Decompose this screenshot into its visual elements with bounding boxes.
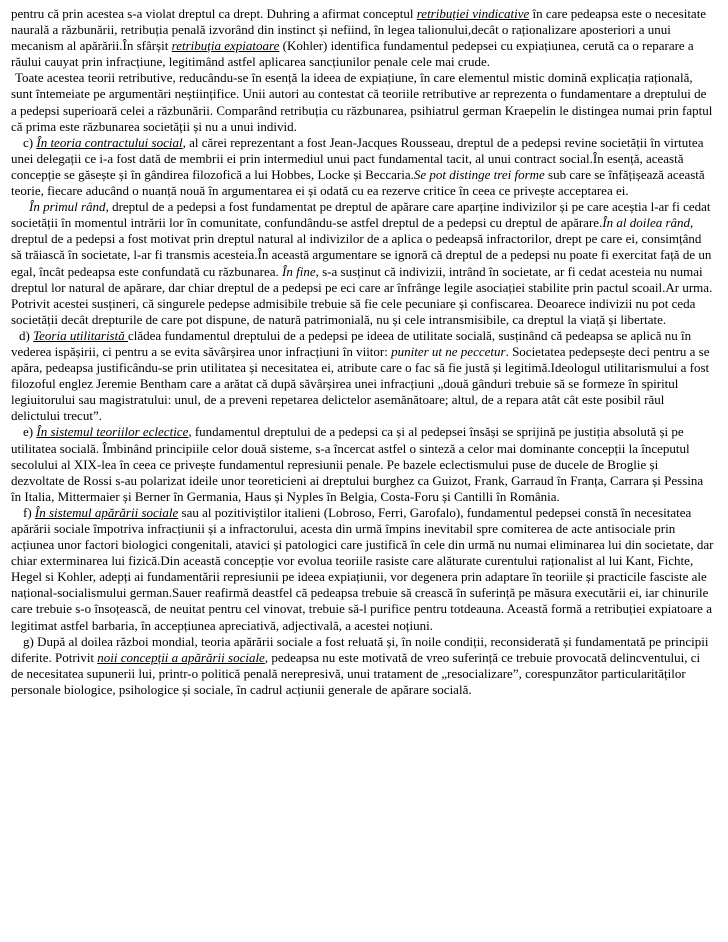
emphasized-term: În sistemul apărării sociale [34, 504, 179, 520]
emphasized-term: Se pot distinge trei forme [413, 166, 545, 182]
emphasized-term: În primul rând [29, 199, 106, 215]
emphasized-term: În sistemul teoriilor eclectice [36, 424, 189, 440]
text-run: (Kohler) identifica fundamentul pedepsei cu expiațiunea, cerută ca o reparare a răului cauyat prin infracțiune, legitimând astfel aplicarea sancțiunilor penale cele mai crude. [11, 38, 694, 70]
emphasized-term: retribuția expiatoare [171, 38, 280, 54]
paragraph-eclectic-theories [11, 424, 714, 504]
text-run: , pedeapsa nu este motivată de vreo suferință ce trebuie provocată delincventului, ci de necesitatea supunerii lui, printr-o politică penală nerepresivă, unui tratament de „resocializare”, corespunzător particularităților personale biologice, psihologice și sociale, în cadrul acțiunii generale de apărare socială. [11, 649, 701, 697]
text-run: clădea fundamentul dreptului de a pedepsi pe ideea de utilitate socială, susținând că pedeapsa se aplică nu în vederea ispășirii, ci pentru a se evita săvârșirea unor infracțiuni în viitor: [11, 327, 692, 359]
text-run: , dreptul de a pedepsi a fost fundamentat pe dreptul de apărare care aparține indivizilor și pe care aceștia l-ar fi cedat societății în momentul intrării lor în comunitate, confundându-se astfel dreptul de a pedepsi cu dreptul de apărare. [11, 199, 711, 231]
paragraph-new-social-defense [11, 634, 714, 698]
text-run: d) [19, 327, 34, 343]
paragraph-retribution-theories [11, 6, 714, 70]
text-run: Toate acestea teorii retributive, reducându-se în esență la ideea de expiațiune, în care elementul mistic domină explicația rațională, sunt întemeiate pe argumentări neștiințifice. Unii autori au contestat că teoriile retributive ar reprezenta o fundamentare a dreptului de a pedepsi superioară celei a răzbunării. Comparând retribuția cu răzbunarea, psihiatrul german Kraepelin le distingea numai prin faptul că prima este răzbunarea societății și nu a unui individ. [11, 70, 713, 134]
paragraph-retribution-critique [11, 70, 714, 134]
emphasized-term: În fine [282, 263, 316, 279]
text-run: c) [23, 134, 37, 150]
text-run: , al cărei reprezentant a fost Jean-Jacques Rousseau, dreptul de a pedepsi revine societății în virtutea unei delegații ce i-a fost dată de membrii ei prin intermediul unui pact fundamental tacit, al unui contract social.În esență, această concepție se găsește și în gândirea filozofică a lui Hobbes, Locke și Beccaria. [11, 134, 704, 182]
emphasized-term: În teoria contractului social [36, 134, 183, 150]
paragraph-social-contract-forms [11, 199, 714, 328]
paragraph-social-defense-system [11, 505, 714, 634]
emphasized-term: În al doilea rând, [602, 215, 694, 231]
text-run: sau al pozitiviștilor italieni (Lobroso, Ferri, Garofalo), fundamentul pedepsei constă în necesitatea apărării sociale împotriva infracțiunii și a infractorului, acesta din urmă împins inevitabil spre comiterea de acte antisociale prin acțiunea unor factori biologici congenitali, atavici și patologici care justifică în cele din urmă nu numai eliminarea lui din societate, dar chiar exterminarea lui fizică.Din această concepție vor evolua teoriile rasiste care alăturate curentului raționalist al lui Kant, Fichte, Hegel si Kohler, adepți ai fundamentării represiunii pe ideea expiațiunii, vor degenera prin adaptare în teoriile și practicile fasciste ale național-socialismului german.Sauer reafirmă deastfel că pedeapsa trebuie să crească în suferință pe măsura executării ei, iar chinurile care trebuie s-o însoțească, de neuitat pentru cel vinovat, trebuie să-l purifice pentru totdeauna. Această formă a retribuției expiatoare a legitimat astfel barbaria, în accepțiunea apreciativă, adjectivală, a acestei noțiuni. [11, 504, 714, 633]
text-run: f) [23, 504, 35, 520]
text-run: . Societatea pedepsește deci pentru a se apăra, pedeapsa justificându-se prin utilitatea și necesitatea ei, atribute care o fac să fie justă și legitimă.Ideologul utilitarismului a fost filozoful englez Jeremie Bentham care a arătat că după săvârșirea unei infracțiuni „două gânduri trebuie să se formeze în spiritul legiuitorului sau magistratului: unul, de a preveni repetarea delictelor asemănătoare; altul, de a repara atât cât este posibil răul delictului trecut”. [11, 343, 710, 424]
text-run: e) [23, 424, 37, 440]
text-run: g) După al doilea război mondial, teoria apărării sociale a fost reluată și, în noile condiții, reconsiderată și fundamentată pe principii diferite. Potrivit [11, 633, 709, 665]
paragraph-utilitarian-theory [11, 328, 714, 425]
emphasized-term: retribuției vindicative [416, 6, 530, 21]
emphasized-term: Teoria utilitaristă [33, 327, 128, 343]
text-run: pentru că prin acestea s-a violat dreptul ca drept. Duhring a afirmat conceptul [11, 6, 417, 21]
paragraph-social-contract-theory [11, 135, 714, 199]
text-run: , s-a susținut că indivizii, intrând în societate, ar fi cedat acesteia nu numai dreptul lor natural de apărare, dar chiar dreptul de a pedepsi pe eci care ar înfrânge legile asociației stabilite prin pactul scoail.Ar urma. Potrivit acestei susțineri, că singurele pedepse admisibile trebuie să fie cele pecuniare și confiscarea. Deoarece indivizii nu pot ceda societății decât drepturile de care pot dispune, de natură patrimonială, nu și cele intransmisibile, ca dreptul la viață și libertate. [11, 263, 713, 327]
emphasized-term: noii concepții a apărării sociale [97, 649, 265, 665]
emphasized-term: puniter ut ne peccetur [391, 343, 506, 359]
text-run: , fundamentul dreptului de a pedepsi ca și al pedepsei însăși se sprijină pe justiția absolută și pe utilitatea socială. Îmbinând principiile celor două sisteme, s-a încercat astfel o sinteză a celor mai dominante concepții la începutul secolului al XIX-lea în ceea ce privește fundamentul represiunii penale. Pe bazele eclectismului puse de ducele de Broglie și dezvoltate de Rossi s-au polarizat ideile unor teoreticieni ai dreptului burghez ca Guizot, Frank, Garraud în Franța, Carrara și Pessina în Italia, Mittermaier și Berner în Germania, Haus și Nyples în Belgia, Costa-Foru și Cantilli în România. [11, 424, 704, 504]
text-run: dreptul de a pedepsi a fost motivat prin dreptul natural al indivizilor de a aplica o pedeapsă infractorilor, drept pe care ei, consimțând să trăiască în societate, l-ar fi transmis acesteia.În această argumentare se ignoră că dreptul de a pedepsi nu poate fi exercitat față de un egal, încât pedeapsa este confundată cu răzbunarea. [11, 231, 712, 279]
text-run: sub care se înfățișează această teorie, fiecare aducând o nuanță nouă în argumentarea ei și odată cu ea rezerve critice în ceea ce privește acceptarea ei. [11, 166, 705, 199]
text-run: în care pedeapsa este o necesitate naurală a răzbunării, retribuția penală izvorând din instinct și nefiind, în legea talionului,decât o raționalizare aposteriori a unui mecanism al apărării.În sfârșit [11, 6, 707, 54]
